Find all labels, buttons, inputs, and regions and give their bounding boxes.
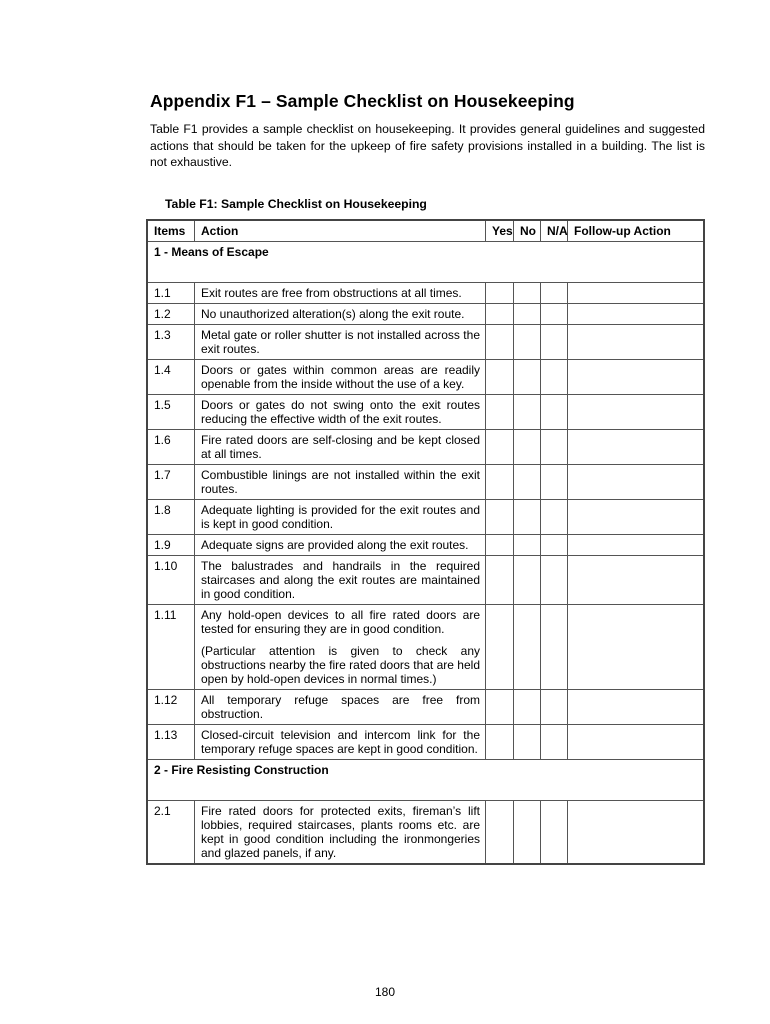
yes-cell[interactable] [486, 395, 514, 430]
no-cell[interactable] [514, 725, 541, 760]
na-cell[interactable] [541, 304, 568, 325]
section-title: 2 - Fire Resisting Construction [148, 760, 703, 801]
follow-up-cell[interactable] [568, 605, 703, 690]
header-items: Items [148, 221, 195, 242]
item-action-text: The balustrades and handrails in the required staircases and along the exit routes are maintained in good condition. [201, 559, 480, 601]
item-action [195, 465, 486, 500]
table-row [148, 304, 703, 325]
item-action-text: Fire rated doors are self-closing and be kept closed at all times. [201, 433, 480, 461]
follow-up-cell[interactable] [568, 801, 703, 863]
item-number: 1.13 [148, 725, 195, 760]
item-action-text: Combustible linings are not installed within the exit routes. [201, 468, 480, 496]
checklist-body [148, 242, 703, 863]
na-cell[interactable] [541, 465, 568, 500]
na-cell[interactable] [541, 325, 568, 360]
item-number: 1.2 [148, 304, 195, 325]
follow-up-cell[interactable] [568, 304, 703, 325]
no-cell[interactable] [514, 690, 541, 725]
header-follow-up: Follow-up Action [568, 221, 703, 242]
yes-cell[interactable] [486, 304, 514, 325]
yes-cell[interactable] [486, 500, 514, 535]
yes-cell[interactable] [486, 690, 514, 725]
yes-cell[interactable] [486, 325, 514, 360]
item-action [195, 325, 486, 360]
header-no: No [514, 221, 541, 242]
no-cell[interactable] [514, 556, 541, 605]
na-cell[interactable] [541, 360, 568, 395]
table-row [148, 801, 703, 863]
item-number: 1.8 [148, 500, 195, 535]
yes-cell[interactable] [486, 283, 514, 304]
table-row [148, 465, 703, 500]
na-cell[interactable] [541, 535, 568, 556]
item-action-text: All temporary refuge spaces are free from obstruction. [201, 693, 480, 721]
yes-cell[interactable] [486, 556, 514, 605]
table-row [148, 430, 703, 465]
no-cell[interactable] [514, 360, 541, 395]
table-row [148, 283, 703, 304]
item-number: 1.7 [148, 465, 195, 500]
item-action-text: Closed-circuit television and intercom link for the temporary refuge spaces are kept in good condition. [201, 728, 480, 756]
item-action [195, 556, 486, 605]
item-action [195, 801, 486, 863]
page-number: 180 [374, 985, 396, 999]
item-action-text: No unauthorized alteration(s) along the exit route. [201, 307, 465, 321]
yes-cell[interactable] [486, 465, 514, 500]
no-cell[interactable] [514, 605, 541, 690]
item-action [195, 605, 486, 690]
item-number: 1.1 [148, 283, 195, 304]
follow-up-cell[interactable] [568, 283, 703, 304]
table-caption: Table F1: Sample Checklist on Housekeeping [165, 197, 427, 211]
item-action-text: Metal gate or roller shutter is not installed across the exit routes. [201, 328, 480, 356]
header-action: Action [195, 221, 486, 242]
no-cell[interactable] [514, 535, 541, 556]
item-note: (Particular attention is given to check any obstructions nearby the fire rated doors that are held open by hold-open devices in normal times.) [201, 644, 480, 686]
follow-up-cell[interactable] [568, 360, 703, 395]
na-cell[interactable] [541, 690, 568, 725]
yes-cell[interactable] [486, 360, 514, 395]
item-action [195, 430, 486, 465]
no-cell[interactable] [514, 801, 541, 863]
na-cell[interactable] [541, 395, 568, 430]
header-na: N/A [541, 221, 568, 242]
item-action-text: Exit routes are free from obstructions at all times. [201, 286, 462, 300]
page-title: Appendix F1 – Sample Checklist on Housekeeping [150, 91, 575, 111]
no-cell[interactable] [514, 304, 541, 325]
item-number: 2.1 [148, 801, 195, 863]
item-number: 1.3 [148, 325, 195, 360]
item-action [195, 395, 486, 430]
item-number: 1.6 [148, 430, 195, 465]
follow-up-cell[interactable] [568, 430, 703, 465]
item-action [195, 725, 486, 760]
item-number: 1.11 [148, 605, 195, 690]
no-cell[interactable] [514, 465, 541, 500]
section-row [148, 760, 703, 801]
item-action-text: Fire rated doors for protected exits, fireman’s lift lobbies, required staircases, plants rooms etc. are kept in good condition including the ironmongeries and glazed panels, if any. [201, 804, 480, 860]
follow-up-cell[interactable] [568, 690, 703, 725]
item-action-text: Adequate lighting is provided for the exit routes and is kept in good condition. [201, 503, 480, 531]
follow-up-cell[interactable] [568, 500, 703, 535]
item-action-text: Doors or gates do not swing onto the exit routes reducing the effective width of the exit routes. [201, 398, 480, 426]
yes-cell[interactable] [486, 535, 514, 556]
na-cell[interactable] [541, 556, 568, 605]
table-row [148, 395, 703, 430]
item-number: 1.10 [148, 556, 195, 605]
item-action [195, 360, 486, 395]
na-cell[interactable] [541, 605, 568, 690]
table-row [148, 605, 703, 690]
follow-up-cell[interactable] [568, 556, 703, 605]
item-action-text: Doors or gates within common areas are readily openable from the inside without the use of a key. [201, 363, 480, 391]
item-action-text: Any hold-open devices to all fire rated doors are tested for ensuring they are in good condition. [201, 608, 480, 636]
table-row [148, 535, 703, 556]
intro-paragraph: Table F1 provides a sample checklist on housekeeping. It provides general guidelines and suggested actions that should be taken for the upkeep of fire safety provisions installed in a building. The list is not exhaustive. [150, 122, 705, 169]
no-cell[interactable] [514, 500, 541, 535]
item-number: 1.4 [148, 360, 195, 395]
table-row [148, 325, 703, 360]
follow-up-cell[interactable] [568, 535, 703, 556]
item-number: 1.5 [148, 395, 195, 430]
follow-up-cell[interactable] [568, 395, 703, 430]
na-cell[interactable] [541, 725, 568, 760]
table-row [148, 360, 703, 395]
yes-cell[interactable] [486, 725, 514, 760]
yes-cell[interactable] [486, 801, 514, 863]
section-row [148, 242, 703, 283]
table-row [148, 725, 703, 760]
item-action [195, 690, 486, 725]
item-number: 1.9 [148, 535, 195, 556]
checklist-table [146, 219, 705, 865]
follow-up-cell[interactable] [568, 465, 703, 500]
follow-up-cell[interactable] [568, 725, 703, 760]
no-cell[interactable] [514, 395, 541, 430]
item-action [195, 500, 486, 535]
yes-cell[interactable] [486, 430, 514, 465]
table-row [148, 500, 703, 535]
item-action [195, 304, 486, 325]
table-row [148, 690, 703, 725]
item-action [195, 283, 486, 304]
header-row [148, 221, 703, 242]
no-cell[interactable] [514, 430, 541, 465]
na-cell[interactable] [541, 283, 568, 304]
no-cell[interactable] [514, 283, 541, 304]
na-cell[interactable] [541, 500, 568, 535]
table-row [148, 556, 703, 605]
na-cell[interactable] [541, 801, 568, 863]
no-cell[interactable] [514, 325, 541, 360]
yes-cell[interactable] [486, 605, 514, 690]
na-cell[interactable] [541, 430, 568, 465]
header-yes: Yes [486, 221, 514, 242]
follow-up-cell[interactable] [568, 325, 703, 360]
item-action-text: Adequate signs are provided along the exit routes. [201, 538, 469, 552]
section-title: 1 - Means of Escape [148, 242, 703, 283]
item-number: 1.12 [148, 690, 195, 725]
item-action [195, 535, 486, 556]
